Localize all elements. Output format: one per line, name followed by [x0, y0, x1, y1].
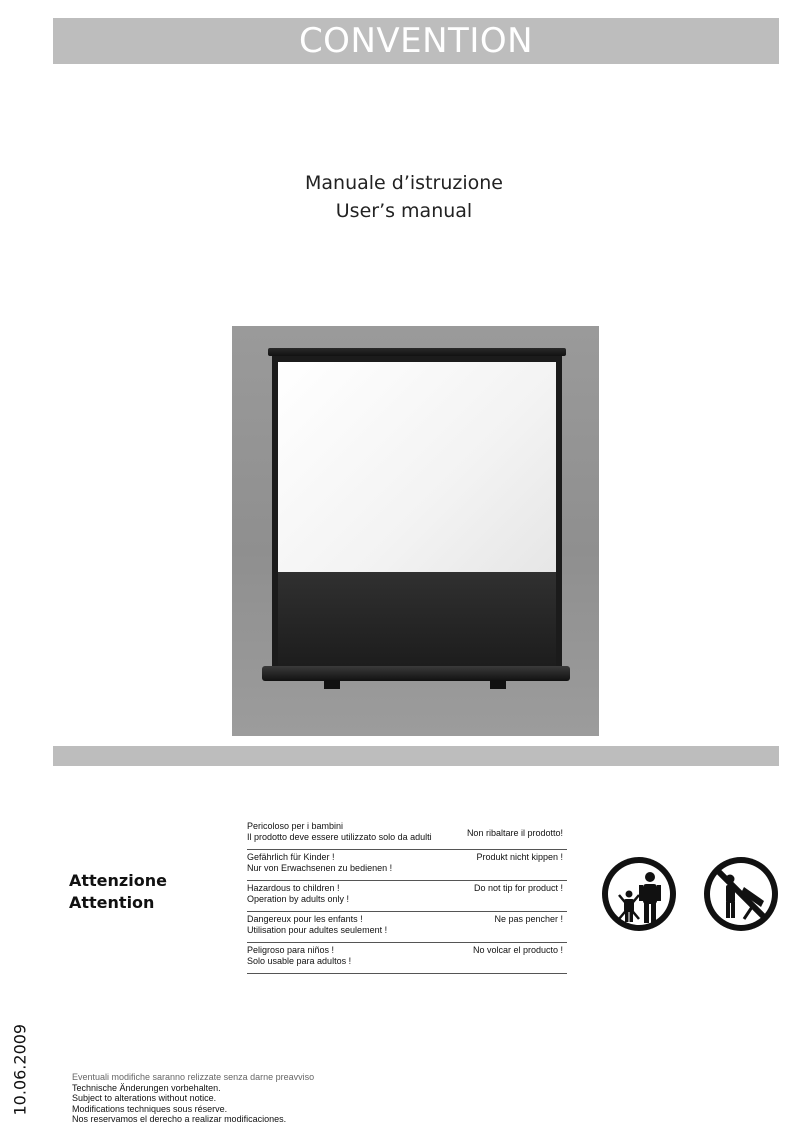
warning-text: Gefährlich für Kinder !	[247, 852, 335, 862]
document-date: 10.06.2009	[10, 1023, 30, 1116]
warning-text: Solo usable para adultos !	[247, 956, 352, 966]
warning-text: Utilisation pour adultes seulement !	[247, 925, 388, 935]
product-title: CONVENTION	[298, 21, 534, 61]
warning-tip-text: Do not tip for product !	[473, 883, 563, 893]
notice-it: Eventuali modifiche saranno relizzate senza darne preavviso	[72, 1072, 315, 1082]
notice-fr: Modifications techniques sous réserve.	[72, 1103, 228, 1114]
manual-title-it: Manuale d’istruzione	[305, 172, 503, 194]
attention-it: Attenzione	[69, 871, 167, 890]
divider-bar	[53, 746, 779, 766]
screen-foot	[324, 680, 340, 689]
warning-text: Dangereux pour les enfants !	[247, 914, 363, 924]
warning-row	[247, 819, 567, 850]
alteration-notice	[72, 1072, 314, 1125]
product-photo	[232, 326, 599, 736]
warning-tip-text: Ne pas pencher !	[494, 914, 563, 924]
warning-row	[247, 943, 567, 974]
warning-row	[247, 881, 567, 912]
warning-row	[247, 912, 567, 943]
warning-tip-text: Produkt nicht kippen !	[476, 852, 563, 862]
adults-only-icon	[602, 857, 676, 931]
attention-heading	[69, 870, 167, 914]
warning-tip-text: No volcar el producto !	[472, 945, 563, 955]
notice-es: Nos reservamos el derecho a realizar modificaciones.	[72, 1114, 287, 1124]
warning-text: Il prodotto deve essere utilizzato solo da adulti	[247, 832, 432, 842]
screen-top-bar	[268, 348, 566, 356]
warning-text: Peligroso para niños !	[247, 945, 335, 955]
screen-foot	[490, 680, 506, 689]
notice-en: Subject to alterations without notice.	[72, 1093, 217, 1103]
warning-row	[247, 850, 567, 881]
projection-surface	[278, 362, 556, 572]
screen-case	[262, 666, 570, 681]
notice-de: Technische Änderungen vorbehalten.	[72, 1082, 221, 1093]
manual-title-en: User’s manual	[335, 200, 473, 222]
screen-black-border	[278, 572, 556, 670]
warning-text: Operation by adults only !	[247, 894, 350, 904]
warning-tip-text: Non ribaltare il prodotto!	[466, 828, 563, 838]
warning-table	[247, 819, 567, 974]
warning-text: Pericoloso per i bambini	[247, 821, 344, 831]
do-not-tip-icon	[704, 857, 778, 931]
attention-en: Attention	[69, 893, 155, 912]
warning-text: Nur von Erwachsenen zu bedienen !	[247, 863, 393, 873]
warning-text: Hazardous to children !	[247, 883, 340, 893]
title-bar	[53, 18, 779, 64]
